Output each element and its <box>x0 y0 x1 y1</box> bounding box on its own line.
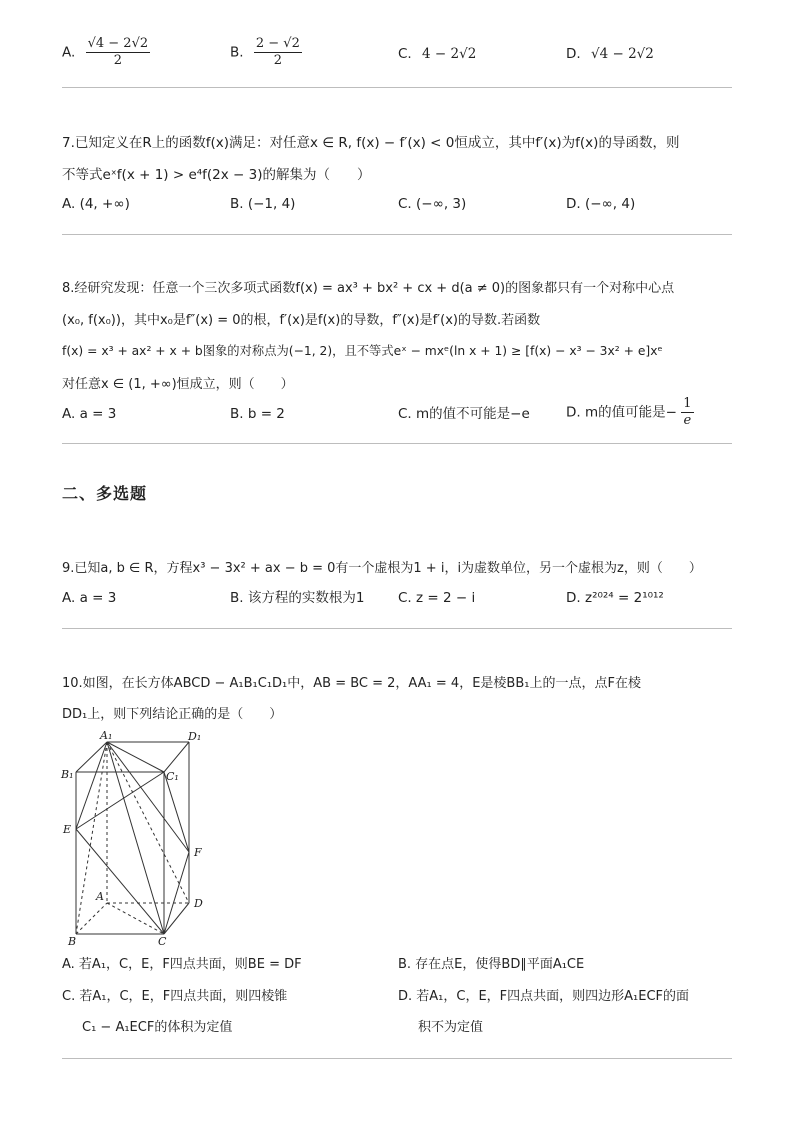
q7-option-b: B. (−1, 4) <box>230 196 296 212</box>
cuboid-figure <box>58 728 218 948</box>
edge-ec <box>76 829 164 934</box>
q7-option-c: C. (−∞, 3) <box>398 196 467 212</box>
q7-option-a: A. (4, +∞) <box>62 196 130 212</box>
hidden-edge-a1b <box>76 742 107 934</box>
q10-option-a: A. 若A₁，C，E，F四点共面，则BE = DF <box>62 957 302 972</box>
q6-option-a-fraction <box>86 36 151 69</box>
q8-stem-line2: (x₀, f(x₀))，其中x₀是f″(x) = 0的根，f′(x)是f(x)的导数，f″(x)是f′(x)的导数.若函数 <box>62 313 541 328</box>
q10-option-c-line2: C₁ − A₁ECF的体积为定值 <box>82 1020 233 1035</box>
label-c: C <box>158 935 167 948</box>
q6-option-c <box>398 44 476 64</box>
label-b1: B₁ <box>61 768 74 781</box>
q10-stem-line2: DD₁上，则下列结论正确的是（ ） <box>62 707 283 722</box>
q8-stem-line4: 对任意x ∈ (1, +∞)恒成立，则（ ） <box>62 377 294 392</box>
q6-option-d-value: √4 − 2√2 <box>590 46 654 62</box>
q10-option-b: B. 存在点E，使得BD∥平面A₁CE <box>398 957 585 972</box>
q7-stem-line2: 不等式eˣf(x + 1) > e⁴f(2x − 3)的解集为（ ） <box>62 167 371 183</box>
divider <box>62 234 732 235</box>
q8-option-d <box>566 396 694 429</box>
q10-option-d-line1: D. 若A₁，C，E，F四点共面，则四边形A₁ECF的面 <box>398 989 690 1004</box>
label-d1: D₁ <box>188 730 202 743</box>
label-a1: A₁ <box>100 729 113 742</box>
q6-option-a-numerator: √4 − 2√2 <box>87 36 149 51</box>
q10-option-c-line1: C. 若A₁，C，E，F四点共面，则四棱锥 <box>62 989 288 1004</box>
q10-stem-line1: 10.如图，在长方体ABCD − A₁B₁C₁D₁中，AB = BC = 2，AA₁ = 4，E是棱BB₁上的一点，点F在棱 <box>62 676 641 691</box>
section-heading: 二、多选题 <box>62 484 148 503</box>
q9-option-c: C. z = 2 − i <box>398 590 476 606</box>
divider <box>62 87 732 88</box>
q8-option-d-numerator: 1 <box>683 396 692 411</box>
q8-option-d-denominator: e <box>683 413 692 428</box>
q9-option-d: D. z²⁰²⁴ = 2¹⁰¹² <box>566 590 664 606</box>
q6-option-a-label: A. <box>62 44 76 61</box>
q8-option-d-fraction <box>681 396 693 429</box>
q9-stem-line1: 9.已知a, b ∈ R，方程x³ − 3x² + ax − b = 0有一个虚根为1 + i，i为虚数单位，另一个虚根为z，则（ ） <box>62 561 702 576</box>
q6-option-b-label: B. <box>230 44 244 61</box>
edge-c1f <box>164 772 189 852</box>
q10-option-d-line2: 积不为定值 <box>418 1020 484 1035</box>
q6-option-b <box>230 36 302 69</box>
edge-c1d1 <box>164 742 189 772</box>
q8-stem-line3: f(x) = x³ + ax² + x + b图象的对称点为(−1, 2)，且不等式eˣ − mxᵉ(ln x + 1) ≥ [f(x) − x³ − 3x² + e]xᵉ <box>62 344 663 358</box>
q6-option-a-denominator: 2 <box>113 53 122 68</box>
q7-stem-line1: 7.已知定义在R上的函数f(x)满足：对任意x ∈ R, f(x) − f′(x) < 0恒成立，其中f′(x)为f(x)的导函数，则 <box>62 135 680 151</box>
q6-option-c-label: C. <box>398 46 412 62</box>
edge-a1c1 <box>107 742 164 772</box>
q6-option-a <box>62 36 150 69</box>
q6-option-d-label: D. <box>566 46 581 62</box>
label-e: E <box>63 823 72 836</box>
q6-option-c-value: 4 − 2√2 <box>422 46 477 62</box>
label-a: A <box>96 890 104 903</box>
q8-option-a: A. a = 3 <box>62 406 117 422</box>
edge-cd <box>164 903 189 934</box>
edge-a1c <box>107 742 164 934</box>
edge-a1f <box>107 742 189 852</box>
divider <box>62 628 732 629</box>
q7-option-d: D. (−∞, 4) <box>566 196 636 212</box>
q9-option-a: A. a = 3 <box>62 590 117 606</box>
q6-option-b-numerator: 2 − √2 <box>255 36 300 51</box>
q6-option-d <box>566 44 654 64</box>
edge-a1e <box>76 742 107 829</box>
label-f: F <box>194 846 202 859</box>
edge-b1a1 <box>76 742 107 772</box>
divider <box>62 443 732 444</box>
q9-option-b: B. 该方程的实数根为1 <box>230 590 365 606</box>
q8-stem-line1: 8.经研究发现：任意一个三次多项式函数f(x) = ax³ + bx² + cx + d(a ≠ 0)的图象都只有一个对称中心点 <box>62 281 675 296</box>
divider <box>62 1058 732 1059</box>
q6-option-b-fraction <box>254 36 302 69</box>
q6-option-b-denominator: 2 <box>273 53 282 68</box>
q8-option-b: B. b = 2 <box>230 406 285 422</box>
label-d: D <box>194 897 203 910</box>
label-b: B <box>68 935 77 948</box>
q8-option-c: C. m的值不可能是−e <box>398 406 530 422</box>
q8-option-d-prefix: D. m的值可能是− <box>566 404 677 421</box>
edge-cf <box>164 852 189 934</box>
label-c1: C₁ <box>166 770 179 783</box>
hidden-edge-ba <box>76 903 107 934</box>
hidden-edge-ac <box>107 903 164 934</box>
